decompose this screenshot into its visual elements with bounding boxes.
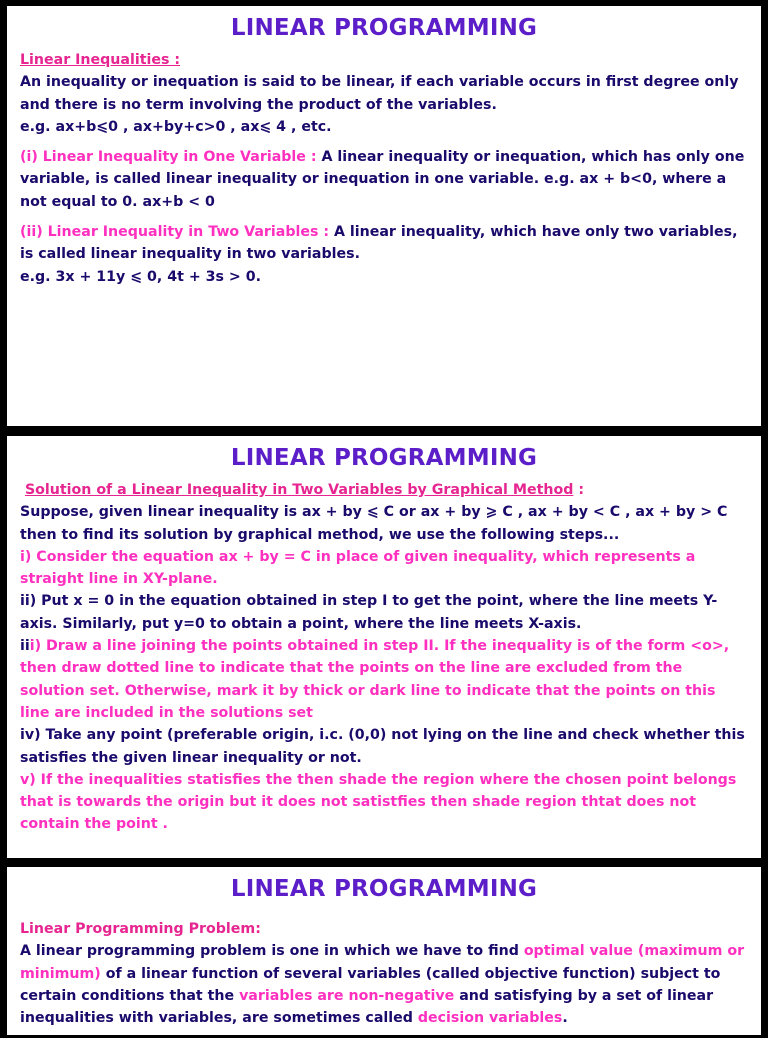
lpp-highlight-decision: decision variables (417, 1010, 563, 1027)
card-graphical-method (4, 433, 764, 861)
section-heading: Linear Inequalities : (20, 52, 181, 68)
intro-paragraph: Suppose, given linear inequality is ax + by ⩽ C or ax + by ⩾ C , ax + by < C , ax + by > C then to find its solution by graphical method, we use the following steps... (20, 504, 728, 543)
step-5: v) If the inequalities statisfies the then shade the region where the chosen point belongs that is towards the origin but it does not satistfies then shade region thtat does not contain the point . (20, 771, 737, 833)
step-4: iv) Take any point (preferable origin, i.c. (0,0) not lying on the line and check whether this satisfies the given linear inequality or not. (20, 727, 745, 766)
section-heading: Solution of a Linear Inequality in Two Variables by Graphical Method (24, 482, 574, 498)
two-variable-label: (ii) Linear Inequality in Two Variables : (20, 224, 330, 241)
step-3-prefix: ii (20, 638, 30, 655)
card-title: LINEAR PROGRAMMING (230, 15, 538, 41)
card-title: LINEAR PROGRAMMING (230, 445, 538, 471)
card-title: LINEAR PROGRAMMING (230, 876, 538, 902)
lpp-text-3: and satisfying by a set of linear inequalities with variables, are sometimes called (20, 987, 714, 1027)
two-variable-text: A linear inequality, which have only two variables, is called linear inequality in two variables. (20, 224, 738, 263)
one-variable-text: A linear inequality or inequation, which has only one variable, is called linear inequality or inequation in one variable. e.g. ax + b<0, where a not equal to 0. ax+b < 0 (20, 149, 745, 210)
step-1: i) Consider the equation ax + by = C in place of given inequality, which represents a straight line in XY-plane. (20, 548, 696, 588)
lpp-text-4: . (562, 1010, 568, 1027)
step-2: ii) Put x = 0 in the equation obtained in step I to get the point, where the line meets Y-axis. Similarly, put y=0 to obtain a point, where the line meets X-axis. (20, 593, 718, 632)
card-body (6, 479, 762, 836)
card-linear-inequalities (4, 3, 764, 429)
one-variable-paragraph (20, 146, 748, 213)
intro-paragraph: An inequality or inequation is said to be linear, if each variable occurs in first degree only and there is no term involving the product of the variables. (20, 74, 739, 113)
lpp-highlight-optimal: optimal value (maximum or minimum) (20, 943, 745, 982)
lpp-text-2: of a linear function of several variables (called objective function) subject to certain conditions that the (20, 965, 721, 1004)
one-variable-label: (i) Linear Inequality in One Variable : (20, 149, 317, 166)
lpp-text-1: A linear programming problem is one in which we have to find (20, 943, 524, 960)
lpp-highlight-nonnegative: variables are non-negative (239, 987, 455, 1004)
two-variable-example: e.g. 3x + 11y ⩽ 0, 4t + 3s > 0. (20, 268, 262, 285)
intro-example: e.g. ax+b⩽0 , ax+by+c>0 , ax⩽ 4 , etc. (20, 118, 332, 135)
lpp-paragraph (20, 940, 748, 1029)
section-heading-line (20, 479, 748, 501)
section-heading: Linear Programming Problem: (20, 921, 261, 937)
card-body (6, 910, 762, 1029)
two-variable-paragraph (20, 221, 748, 266)
card-body (6, 49, 762, 288)
step-3-text: i) Draw a line joining the points obtained in step II. If the inequality is of the form <o>, then draw dotted line to indicate that the points on the line are excluded from the solution set. Otherwise, mark it by thick or dark line to indicate that the points on this line are included in the solutions set (20, 638, 730, 721)
card-lpp (4, 864, 764, 1038)
step-3 (20, 635, 748, 724)
section-heading-suffix: : (573, 482, 585, 498)
